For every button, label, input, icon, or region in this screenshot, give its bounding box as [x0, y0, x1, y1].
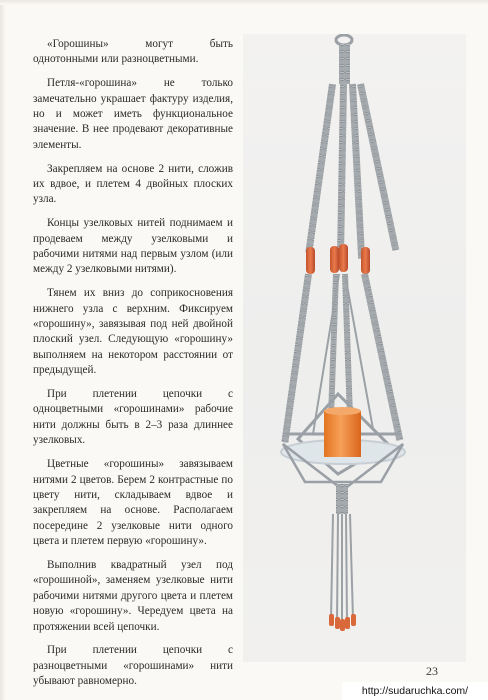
top-knot-section	[339, 44, 350, 84]
paragraph: Концы узелковых нитей поднимаем и продеваем между узелковыми и рабочими нитями над первым узлом (или между 2 узелковыми нитями).	[33, 217, 233, 276]
tassel	[329, 484, 356, 631]
paragraph: При плетении цепочки с одноцветными «горошинами» рабочие нити должны быть в 2–3 раза длиннее узелковых.	[33, 388, 233, 447]
macrame-photo	[243, 34, 466, 662]
candle	[324, 411, 361, 457]
watermark: http://sudaruchka.com/	[342, 682, 488, 700]
text-column	[33, 37, 233, 698]
macrame-hanger-illustration	[243, 34, 466, 662]
paragraph: Выполнив квадратный узел под «горошиной», заменяем узелковые нити рабочими нитями другого цвета и плетем новую «горошину». Чередуем цвета на протяжении всей цепочки.	[33, 558, 233, 633]
hanging-ring	[336, 35, 352, 45]
page-left-edge	[0, 0, 6, 700]
paragraph: Петля-«горошина» не только замечательно украшает фактуру изделия, но и может иметь функциональное значение. В нее продевают декоративные элементы.	[33, 77, 233, 151]
cord-group	[305, 83, 399, 259]
page-number: 23	[426, 664, 438, 678]
candle-cradle	[281, 394, 405, 490]
paragraph: Закрепляем на основе 2 нити, сложив их вдвое, и плетем 4 двойных плоских узла.	[33, 162, 233, 206]
paragraph: При плетении цепочки с разноцветными «горошинами» нити убывают равномерно.	[33, 644, 233, 688]
page-top-edge	[0, 0, 488, 5]
paragraph: Тянем их вниз до соприкосновения нижнего узла с верхним. Фиксируем «горошину», завязывая под ней двойной плоский узел. Следующую «горошину» выполняем на некотором расстоянии от предыдущей.	[33, 287, 233, 377]
paragraph: Цветные «горошины» завязываем нитями 2 цветов. Берем 2 контрастные по цвету нити, складываем вдвое и закрепляем на основе. Располагаем посередине 2 узелковые нити одного цвета и плетем первую «горошину».	[33, 458, 233, 548]
paragraph: «Горошины» могут быть однотонными или разноцветными.	[33, 38, 233, 66]
